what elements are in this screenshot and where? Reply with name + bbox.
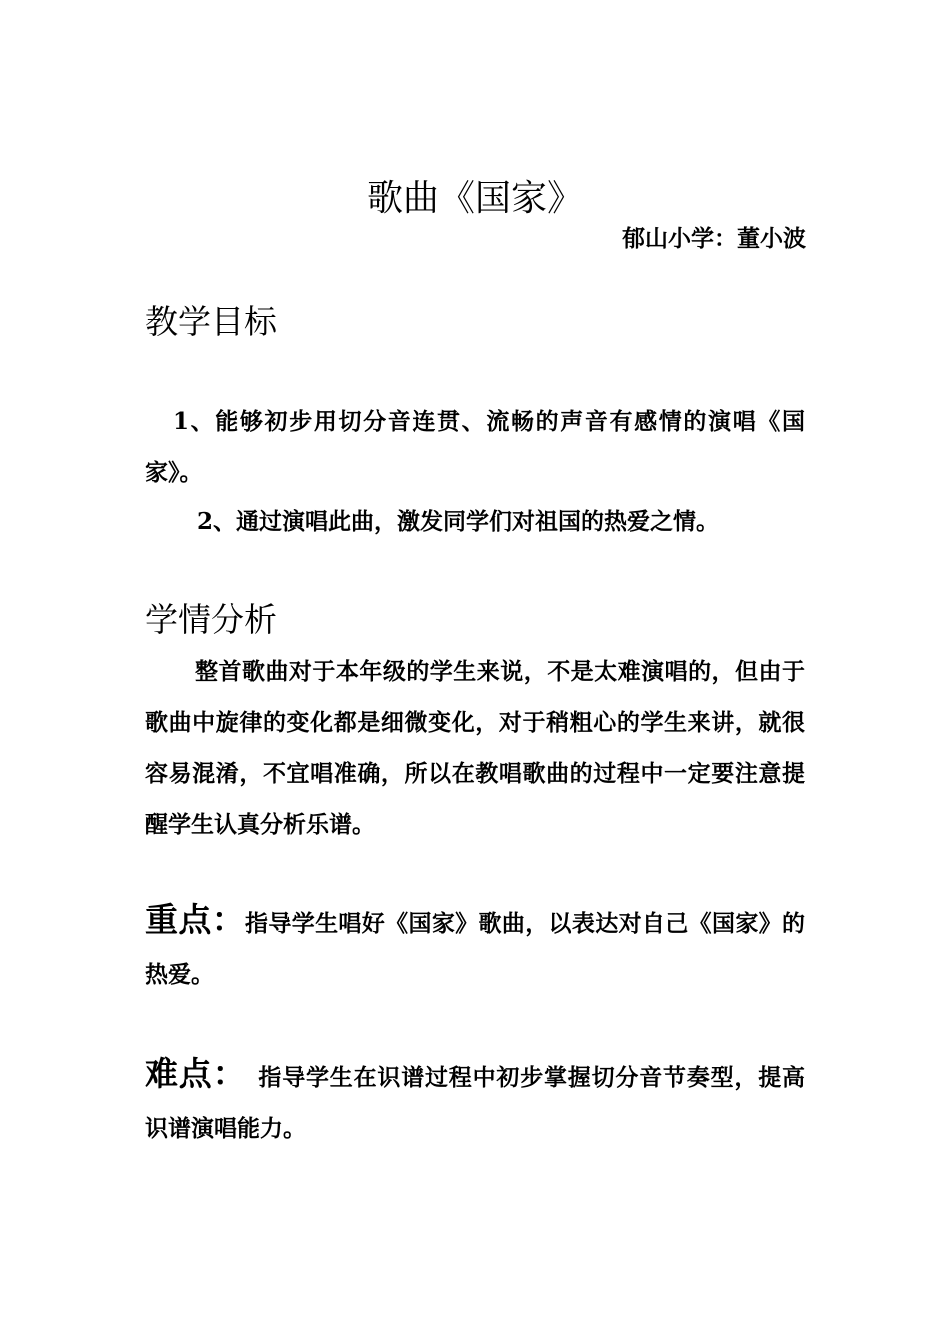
- author-line: 郁山小学：董小波: [622, 225, 806, 252]
- objective-item-2: 2、通过演唱此曲，激发同学们对祖国的热爱之情。: [197, 508, 720, 535]
- difficulty-label: 难点：: [145, 1054, 247, 1093]
- objectives-heading: 教学目标: [145, 302, 277, 341]
- key-point-text: 指导学生唱好《国家》歌曲，以表达对自己《国家》的热爱。: [145, 910, 806, 988]
- analysis-heading: 学情分析: [145, 600, 277, 639]
- key-point-section: [145, 894, 805, 1000]
- difficulty-section: [145, 1048, 805, 1154]
- analysis-paragraph: 整首歌曲对于本年级的学生来说，不是太难演唱的，但由于歌曲中旋律的变化都是细微变化，对于稍粗心的学生来讲，就很容易混淆，不宜唱准确，所以在教唱歌曲的过程中一定要注意提醒学生认真分析乐谱。: [145, 658, 805, 838]
- key-point-label: 重点：: [145, 900, 246, 939]
- difficulty-text: 指导学生在识谱过程中初步掌握切分音节奏型，提高识谱演唱能力。: [145, 1064, 806, 1142]
- document-title: 歌曲《国家》: [366, 178, 583, 219]
- objective-item-1: 1、能够初步用切分音连贯、流畅的声音有感情的演唱《国家》。: [145, 408, 805, 486]
